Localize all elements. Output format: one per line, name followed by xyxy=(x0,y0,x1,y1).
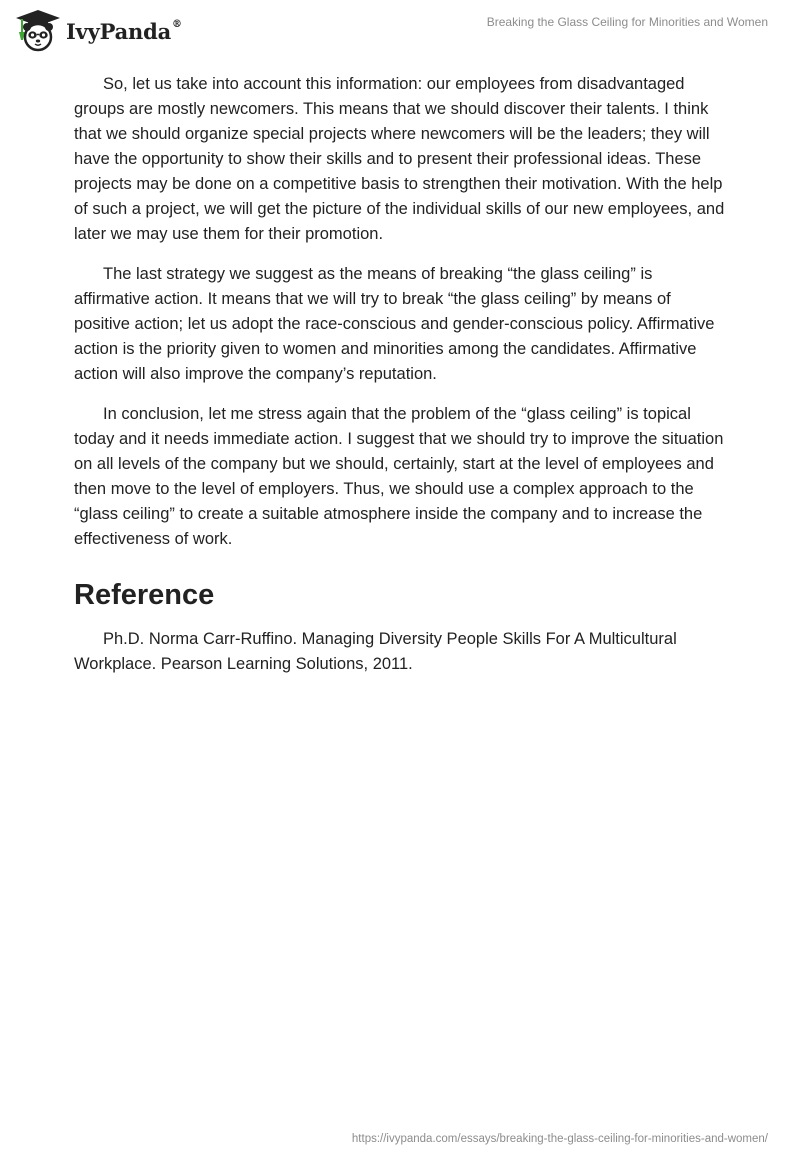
logo-text: IvyPanda xyxy=(66,18,172,44)
paragraph: The last strategy we suggest as the means of breaking “the glass ceiling” is affirmative action. It means that we will try to break “the glass ceiling” by means of positive action; let us adopt the race-conscious and gender-conscious policy. Affirmative action is the priority given to women and minorities among the candidates. Affirmative action will also improve the company’s reputation. xyxy=(74,265,715,383)
source-url[interactable]: https://ivypanda.com/essays/breaking-the-glass-ceiling-for-minorities-and-women/ xyxy=(351,1133,768,1145)
reference-heading: Reference xyxy=(74,579,215,611)
essay-content xyxy=(74,72,730,677)
reference-entry: Ph.D. Norma Carr-Ruffino. Managing Diversity People Skills For A Multicultural Workplace. Pearson Learning Solutions, 2011. xyxy=(74,630,677,673)
ivypanda-logo[interactable] xyxy=(14,8,182,52)
registered-mark: ® xyxy=(172,18,182,30)
logo-wordmark xyxy=(66,19,182,44)
paragraph: In conclusion, let me stress again that the problem of the “glass ceiling” is topical today and it needs immediate action. I suggest that we should try to improve the situation on all levels of the company but we should, certainly, start at the level of employees and then move to the level of employers. Thus, we should use a complex approach to the “glass ceiling” to create a suitable atmosphere inside the company and to increase the effectiveness of work. xyxy=(74,405,724,548)
paragraph: So, let us take into account this information: our employees from disadvantaged groups are mostly newcomers. This means that we should discover their talents. I think that we should organize special projects where newcomers will be the leaders; they will have the opportunity to show their skills and to present their professional ideas. These projects may be done on a competitive basis to strengthen their motivation. With the help of such a project, we will get the picture of the individual skills of our new employees, and later we may use them for their promotion. xyxy=(74,75,725,243)
page-header xyxy=(0,0,800,60)
panda-graduate-icon xyxy=(14,8,62,52)
running-title: Breaking the Glass Ceiling for Minorities and Women xyxy=(486,15,768,29)
